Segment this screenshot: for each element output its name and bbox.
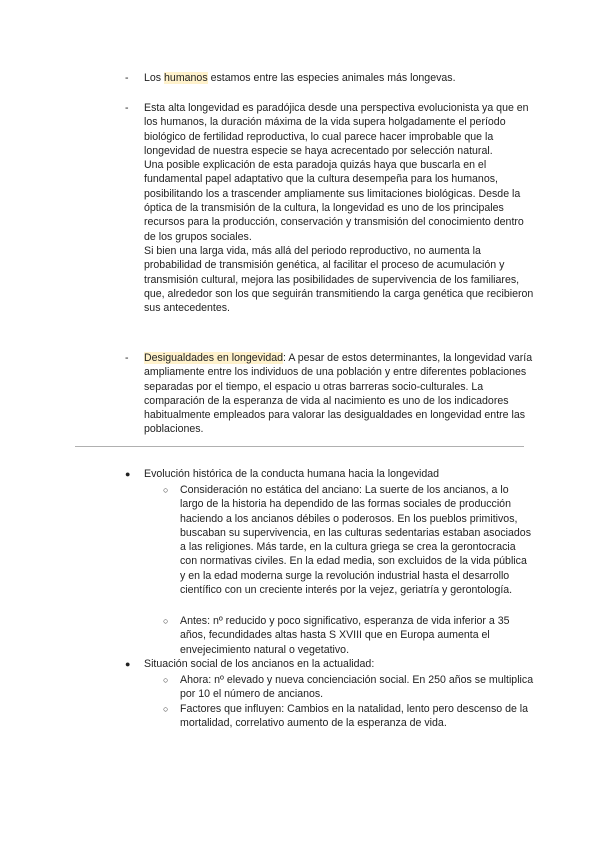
intro-item-text: Los humanos estamos entre las especies animales más longevas. [144, 72, 456, 84]
paragraph: Esta alta longevidad es paradójica desde una perspectiva evolucionista ya que en los humanos, la duración máxima de la vida supera holgadamente el período biológico de fertilidad reproductiva, lo cual parece hacer improbable que la longevidad de nuestra especie se haya acrecentado por selección natural. [144, 102, 529, 157]
outline-subitem: ○ Ahora: nº elevado y nueva concienciación social. En 250 años se multiplica por 10 el número de ancianos. [163, 674, 534, 701]
hollow-bullet-icon: ○ [163, 704, 169, 714]
intro-item-2 [125, 101, 535, 315]
outline-subitem: ○ Antes: nº reducido y poco significativo, esperanza de vida inferior a 35 años, fecundidades altas hasta S XVIII que en Europa aumenta el envejecimiento natural o vegetativo. [163, 615, 510, 656]
hollow-bullet-icon: ○ [163, 485, 169, 495]
dash-marker: - [125, 102, 129, 114]
highlighted-term: Desigualdades en longevidad [144, 352, 284, 364]
outline-subitem: ○ Factores que influyen: Cambios en la natalidad, lento pero descenso de la mortalidad, correlativo aumento de la esperanza de vida. [163, 703, 529, 730]
paragraph: Si bien una larga vida, más allá del periodo reproductivo, no aumenta la probabilidad de transmisión genética, al facilitar el proceso de acumulación y transmisión cultural, mejora las posibilidades de supervivencia de los familiares, que, alrededor son los que seguirán transmitiendo la carga genética que recibieron sus antecedentes. [144, 244, 534, 315]
dash-marker: - [125, 352, 129, 364]
hollow-bullet-icon: ○ [163, 675, 169, 685]
filled-bullet-icon: ● [125, 469, 131, 479]
paragraph: Una posible explicación de esta paradoja quizás haya que buscarla en el fundamental papel adaptativo que la cultura desempeña para los humanos, posibilitando los a trascender ampliamente sus limitaciones biológicas. Desde la óptica de la transmisión de la cultura, la longevidad es uno de los principales recursos para la producción, conservación y transmisión del conocimiento dentro de los grupos sociales. [144, 159, 524, 243]
horizontal-divider [75, 446, 524, 447]
outline-item: ● Evolución histórica de la conducta humana hacia la longevidad [125, 468, 440, 480]
highlighted-term: humanos [164, 72, 208, 84]
intro-item-3 [125, 351, 535, 437]
hollow-bullet-icon: ○ [163, 616, 169, 626]
intro-item-text: Desigualdades en longevidad: A pesar de estos determinantes, la longevidad varía ampliamente entre los individuos de una población y entre diferentes poblaciones separadas por el tiempo, el espacio u otras barreras socio-culturales. La comparación de la esperanza de vida al nacimiento es uno de los indicadores habitualmente empleados para valorar las desigualdades en longevidad entre las poblaciones. [144, 352, 533, 436]
outline-subitem: ○ Consideración no estática del anciano: La suerte de los ancianos, a lo largo de la historia ha dependido de las formas sociales de producción haciendo a los ancianos débiles o poderosos. En los pueblos primitivos, buscaban su supervivencia, en las culturas sedentarias estaban asociados a las religiones. Más tarde, en la cultura griega se crea la gerontocracia con normativas civiles. En la edad media, son excluidos de la vida pública y en la edad moderna surge la revolución industrial hasta el desarrollo científico con un creciente interés por la vejez, geriatría y gerontología. [163, 484, 531, 597]
intro-item-1 [125, 71, 535, 85]
filled-bullet-icon: ● [125, 659, 131, 669]
outline-item: ● Situación social de los ancianos en la actualidad: [125, 658, 375, 670]
dash-marker: - [125, 72, 129, 84]
